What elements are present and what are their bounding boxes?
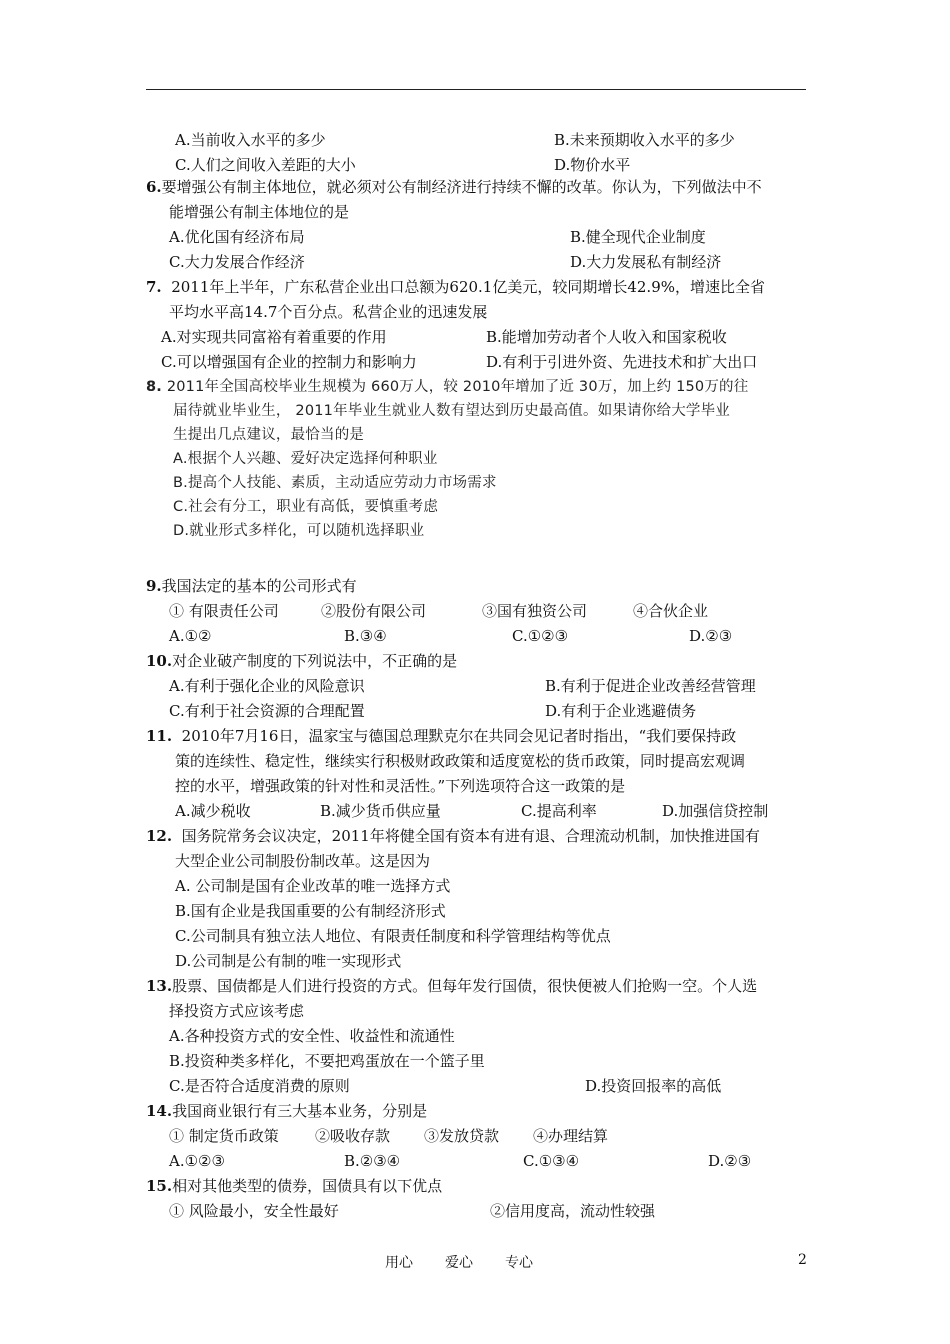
q15-stem-text: 相对其他类型的债券，国债具有以下优点 xyxy=(172,1177,443,1195)
q10-option-a: A.有利于强化企业的风险意识 xyxy=(169,677,365,695)
q13-option-d: D.投资回报率的高低 xyxy=(585,1077,722,1095)
q14-item-3: ③发放贷款 xyxy=(424,1127,500,1145)
q8-number: 8. xyxy=(146,379,162,395)
q12-stem-text1: 国务院常务会议决定，2011年将健全国有资本有进有退、合理流动机制，加快推进国有 xyxy=(181,827,760,845)
q13-option-b: B.投资种类多样化，不要把鸡蛋放在一个篮子里 xyxy=(169,1052,485,1070)
q9-item-4: ④合伙企业 xyxy=(633,602,709,620)
q7-option-c: C.可以增强国有企业的控制力和影响力 xyxy=(161,353,417,371)
q14-item-2: ②吸收存款 xyxy=(315,1127,391,1145)
q6-stem-line1 xyxy=(146,177,762,197)
q6-option-b: B.健全现代企业制度 xyxy=(570,228,706,246)
q6-stem-text1: 要增强公有制主体地位，就必须对公有制经济进行持续不懈的改革。你认为，下列做法中不 xyxy=(161,178,762,196)
q6-stem-line2: 能增强公有制主体地位的是 xyxy=(169,203,350,221)
q6-option-a: A.优化国有经济布局 xyxy=(169,228,305,246)
q11-option-c: C.提高利率 xyxy=(521,802,597,820)
q10-option-c: C.有利于社会资源的合理配置 xyxy=(169,702,365,720)
q12-option-a: A. 公司制是国有企业改革的唯一选择方式 xyxy=(175,877,451,895)
q7-stem-line2: 平均水平高14.7个百分点。私营企业的迅速发展 xyxy=(169,303,488,321)
q5-option-c: C.人们之间收入差距的大小 xyxy=(175,156,356,174)
q9-option-a: A.①② xyxy=(169,627,212,645)
q9-option-d: D.②③ xyxy=(689,627,733,645)
q7-number: 7. xyxy=(146,278,162,296)
q14-option-d: D.②③ xyxy=(708,1152,752,1170)
q10-stem xyxy=(146,651,457,671)
q11-stem-line3: 控的水平，增强政策的针对性和灵活性。”下列选项符合这一政策的是 xyxy=(175,777,626,795)
q14-stem-text: 我国商业银行有三大基本业务，分别是 xyxy=(172,1102,428,1120)
q13-stem-text1: 股票、国债都是人们进行投资的方式。但每年发行国债，很快便被人们抢购一空。个人选 xyxy=(172,977,758,995)
q8-option-c: C.社会有分工，职业有高低，要慎重考虑 xyxy=(173,499,439,515)
q14-option-a: A.①②③ xyxy=(169,1152,225,1170)
q5-option-d: D.物价水平 xyxy=(554,156,631,174)
footer-motto-2: 爱心 xyxy=(445,1255,473,1271)
q7-option-b: B.能增加劳动者个人收入和国家税收 xyxy=(486,328,727,346)
q7-option-a: A.对实现共同富裕有着重要的作用 xyxy=(161,328,387,346)
q8-stem-line3: 生提出几点建议，最恰当的是 xyxy=(173,427,365,443)
q13-stem-line2: 择投资方式应该考虑 xyxy=(169,1002,305,1020)
q7-option-d: D.有利于引进外资、先进技术和扩大出口 xyxy=(486,353,758,371)
q15-item-1: ① 风险最小，安全性最好 xyxy=(169,1202,339,1220)
q8-option-d: D.就业形式多样化，可以随机选择职业 xyxy=(173,523,425,539)
q9-option-b: B.③④ xyxy=(344,627,387,645)
q14-number: 14. xyxy=(146,1102,173,1120)
q8-stem-text1: 2011年全国高校毕业生规模为 660万人，较 2010年增加了近 30万，加上约 150万的往 xyxy=(166,379,749,395)
q6-number: 6. xyxy=(146,178,162,196)
q12-stem-line1 xyxy=(146,826,760,846)
q9-item-2: ②股份有限公司 xyxy=(321,602,427,620)
q8-stem-line1 xyxy=(146,377,748,397)
q8-stem-line2: 届待就业毕业生， 2011年毕业生就业人数有望达到历史最高值。如果请你给大学毕业 xyxy=(173,403,731,419)
q14-option-c: C.①③④ xyxy=(523,1152,580,1170)
q10-option-d: D.有利于企业逃避债务 xyxy=(545,702,697,720)
q9-item-3: ③国有独资公司 xyxy=(482,602,588,620)
q10-stem-text: 对企业破产制度的下列说法中，不正确的是 xyxy=(172,652,458,670)
q13-option-a: A.各种投资方式的安全性、收益性和流通性 xyxy=(169,1027,455,1045)
q14-item-4: ④办理结算 xyxy=(533,1127,609,1145)
q13-number: 13. xyxy=(146,977,173,995)
q14-item-1: ① 制定货币政策 xyxy=(169,1127,279,1145)
q15-stem xyxy=(146,1176,442,1196)
q10-number: 10. xyxy=(146,652,173,670)
q14-option-b: B.②③④ xyxy=(344,1152,401,1170)
q12-option-c: C.公司制具有独立法人地位、有限责任制度和科学管理结构等优点 xyxy=(175,927,611,945)
footer-motto-3: 专心 xyxy=(505,1255,533,1271)
q11-stem-line1 xyxy=(146,726,736,746)
q13-option-c: C.是否符合适度消费的原则 xyxy=(169,1077,350,1095)
footer-motto-1: 用心 xyxy=(385,1255,413,1271)
q7-stem-text1: 2011年上半年，广东私营企业出口总额为620.1亿美元，较同期增长42.9%，增速比全省 xyxy=(171,278,765,296)
q6-option-c: C.大力发展合作经济 xyxy=(169,253,305,271)
q9-stem-text: 我国法定的基本的公司形式有 xyxy=(161,577,357,595)
page-number: 2 xyxy=(798,1252,807,1268)
q12-option-d: D.公司制是公有制的唯一实现形式 xyxy=(175,952,402,970)
q10-option-b: B.有利于促进企业改善经营管理 xyxy=(545,677,756,695)
q15-item-2: ②信用度高，流动性较强 xyxy=(490,1202,656,1220)
q11-option-a: A.减少税收 xyxy=(175,802,251,820)
q11-option-d: D.加强信贷控制 xyxy=(662,802,769,820)
q9-option-c: C.①②③ xyxy=(512,627,569,645)
q6-option-d: D.大力发展私有制经济 xyxy=(570,253,722,271)
q11-stem-text1: 2010年7月16日，温家宝与德国总理默克尔在共同会见记者时指出，“我们要保持政 xyxy=(181,727,737,745)
q15-number: 15. xyxy=(146,1177,173,1195)
q8-option-b: B.提高个人技能、素质，主动适应劳动力市场需求 xyxy=(173,475,497,491)
q7-stem-line1 xyxy=(146,277,765,297)
q11-number: 11. xyxy=(146,727,173,745)
q14-stem xyxy=(146,1101,427,1121)
q12-stem-line2: 大型企业公司制股份制改革。这是因为 xyxy=(175,852,431,870)
q11-stem-line2: 策的连续性、稳定性，继续实行积极财政政策和适度宽松的货币政策，同时提高宏观调 xyxy=(175,752,746,770)
q12-option-b: B.国有企业是我国重要的公有制经济形式 xyxy=(175,902,446,920)
q9-item-1: ① 有限责任公司 xyxy=(169,602,279,620)
q5-option-b: B.未来预期收入水平的多少 xyxy=(554,131,735,149)
q5-option-a: A.当前收入水平的多少 xyxy=(175,131,326,149)
q11-option-b: B.减少货币供应量 xyxy=(320,802,441,820)
q13-stem-line1 xyxy=(146,976,757,996)
q9-stem xyxy=(146,576,357,596)
q9-number: 9. xyxy=(146,577,162,595)
q8-option-a: A.根据个人兴趣、爱好决定选择何种职业 xyxy=(173,451,438,467)
header-rule xyxy=(146,89,806,90)
q12-number: 12. xyxy=(146,827,173,845)
